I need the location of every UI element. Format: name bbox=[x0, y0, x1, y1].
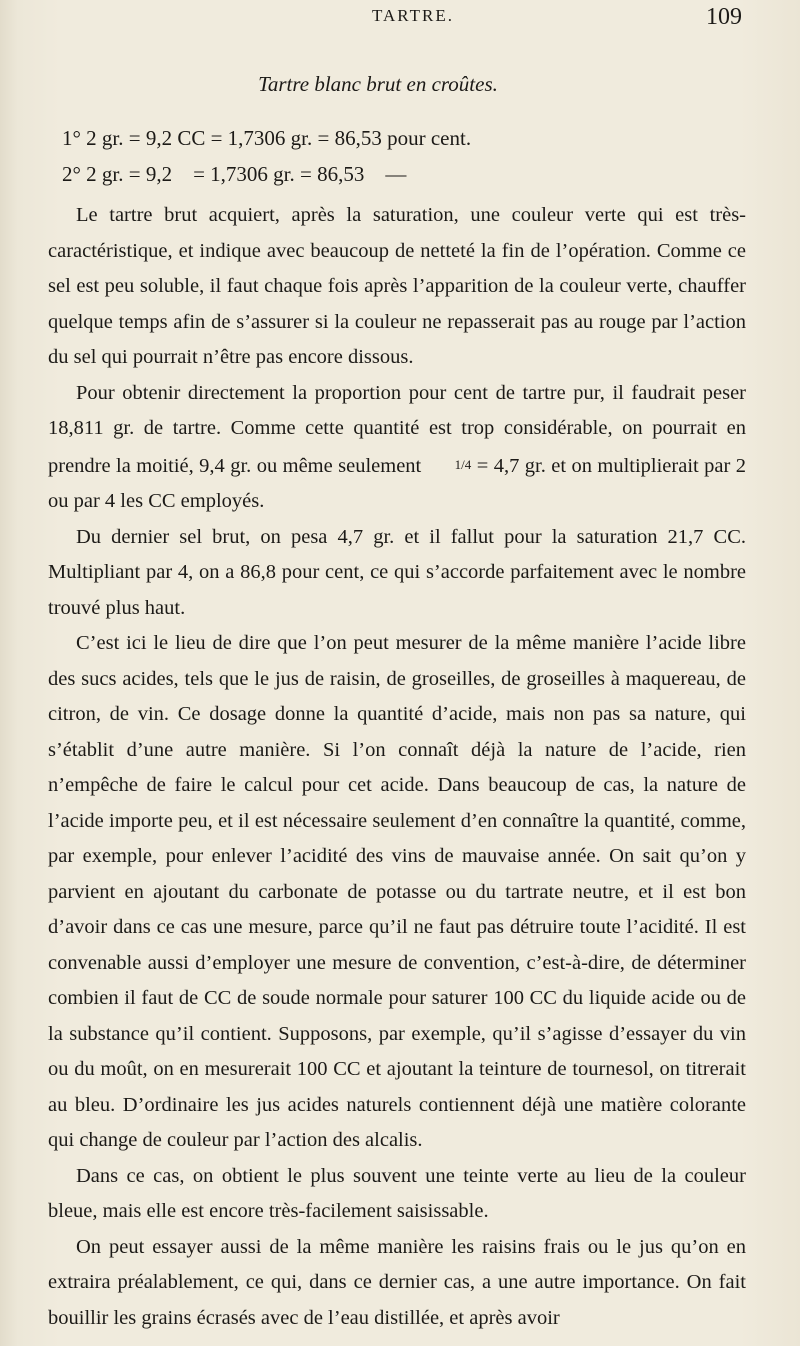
paragraph: Le tartre brut acquiert, après la saturation, une couleur verte qui est très-caractéristique, et indique avec beaucoup de netteté la fin de l’opération. Comme ce sel est peu soluble, il faut chaque fois après l’apparition de la couleur verte, chauffer quelque temps afin de s’assurer si la couleur ne repasserait pas au rouge par l’action du sel qui pourrait n’être pas encore dissous. bbox=[48, 204, 746, 368]
paragraph: On peut essayer aussi de la même manière les raisins frais ou le jus qu’on en extraira préalablement, ce qui, dans ce dernier cas, a une autre importance. On fait bouillir les grains écrasés avec de l’eau distillée, et après avoir bbox=[48, 1235, 746, 1329]
paragraph-text: Pour obtenir directement la proportion pour cent de tartre pur, il faudrait peser 18,811 gr. de tartre. Comme cette quantité est trop considérable, on pourrait en prendre la moitié, 9,4 gr. ou même seulement bbox=[48, 381, 746, 477]
fraction: 1/4 bbox=[454, 456, 472, 472]
page-number: 109 bbox=[706, 4, 742, 30]
body-text bbox=[48, 198, 746, 1336]
running-title: TARTRE. bbox=[372, 6, 454, 25]
measurement-line-2: 2° 2 gr. = 9,2 = 1,7306 gr. = 86,53 — bbox=[62, 162, 407, 186]
paragraph bbox=[48, 376, 746, 520]
section-title: Tartre blanc brut en croûtes. bbox=[258, 72, 498, 96]
paragraph-text-tail: = 4,7 gr. et on multiplierait par 2 ou par 4 les CC employés. bbox=[48, 454, 746, 512]
measurement-line-1: 1° 2 gr. = 9,2 CC = 1,7306 gr. = 86,53 pour cent. bbox=[62, 126, 472, 150]
paragraph: Dans ce cas, on obtient le plus souvent une teinte verte au lieu de la couleur bleue, mais elle est encore très-facilement saisissable. bbox=[48, 1164, 746, 1222]
paragraph: C’est ici le lieu de dire que l’on peut mesurer de la même manière l’acide libre des sucs acides, tels que le jus de raisin, de groseilles, de groseilles à maquereau, de citron, de vin. Ce dosage donne la quantité d’acide, mais non pas sa nature, qui s’établit d’une autre manière. Si l’on connaît déjà la nature de l’acide, rien n’empêche de faire le calcul pour cet acide. Dans beaucoup de cas, la nature de l’acide importe peu, et il est nécessaire seulement d’en connaître la quantité, comme, par exemple, pour enlever l’acidité des vins de mauvaise année. On sait qu’on y parvient en ajoutant du carbonate de potasse ou du tartrate neutre, et il est bon d’avoir dans ce cas une mesure, parce qu’il ne faut pas détruire toute l’acidité. Il est convenable aussi d’employer une mesure de convention, c’est-à-dire, de déterminer combien il faut de CC de soude normale pour saturer 100 CC du liquide acide ou de la substance qu’il contient. Supposons, par exemple, qu’il s’agisse d’essayer du vin ou du moût, on en mesurerait 100 CC et ajoutant la teinture de tournesol, on titrerait au bleu. D’ordinaire les jus acides naturels contiennent déjà une matière colorante qui change de couleur par l’action des alcalis. bbox=[48, 632, 746, 1151]
paragraph: Du dernier sel brut, on pesa 4,7 gr. et il fallut pour la saturation 21,7 CC. Multipliant par 4, on a 86,8 pour cent, ce qui s’accorde parfaitement avec le nombre trouvé plus haut. bbox=[48, 525, 746, 619]
running-header bbox=[0, 6, 800, 36]
